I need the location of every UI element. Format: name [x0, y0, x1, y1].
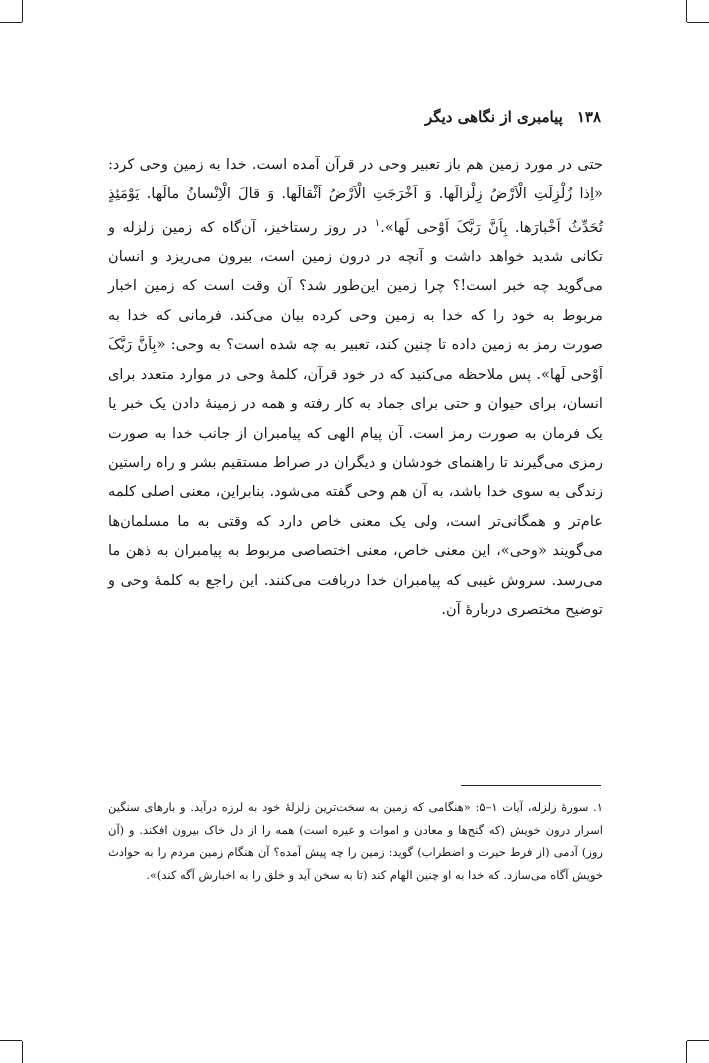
- crop-mark: [686, 1041, 687, 1063]
- running-title: پیامبری از نگاهی دیگر: [425, 108, 563, 126]
- page-number: ۱۳۸: [576, 108, 601, 126]
- footnote-divider: [461, 785, 601, 786]
- crop-mark: [22, 0, 23, 22]
- footnote-ref[interactable]: ۱: [374, 217, 381, 229]
- crop-mark: [687, 1040, 709, 1041]
- crop-mark: [687, 22, 709, 23]
- paragraph-text-cont: در روز رستاخیز، آن‌گاه که زمین زلزله و تکانی شدید خواهد داشت و آنچه در درون زمین است، بیرون می‌ریزد و انسان می‌گوید چه خبر است!؟ چرا زمین این‌طور شد؟ آن وقت است که زمین اخبار مربوط به خود را که خدا به زمین وحی کرده بیان می‌کند. فرمانی که خدا به صورت رمز به زمین داده تا چنین کند، تعبیر به چه شده است؟ به وحی: «بِاَنَّ رَبَّکَ اَوْحی لَها». پس ملاحظه می‌کنید که در خود قرآن، کلمهٔ وحی در موارد متعدد برای انسان، برای حیوان و حتی برای جماد به کار رفته و همه در زمینهٔ دادن یک خبر یا یک فرمان به صورت رمز است. آن پیام الهی که پیامبران از جانب خدا به صورت رمزی می‌گیرند تا راهنمای خودشان و دیگران در صراط مستقیم بشر و راه راستین زندگی به سوی خدا باشد، به آن هم وحی گفته می‌شود. بنابراین، معنی اصلی کلمه عام‌تر و همگانی‌تر است، ولی یک معنی خاص دارد که وقتی به ما مسلمان‌ها می‌گویند «وحی»، این معنی خاص، معنی اختصاصی مربوط به پیامبران به ذهن ما می‌رسد. سروش غیبی که پیامبران خدا دریافت می‌کنند. این راجع به کلمهٔ وحی و توضیح مختصری دربارهٔ آن.: [108, 218, 603, 618]
- crop-mark: [22, 1041, 23, 1063]
- footnotes: [108, 796, 603, 886]
- main-text: [108, 150, 603, 624]
- crop-mark: [0, 22, 22, 23]
- footnote: ۱. سورهٔ زلزله، آیات ۱–۵: «هنگامی که زمین به سخت‌ترین زلزلهٔ خود به لرزه درآید. و بارهای سنگین اسرار درون خویش (که گنج‌ها و معادن و اموات و غیره است) همه را از دل خاک بیرون افکند. و (آن روز) آدمی (از فرط حیرت و اضطراب) گوید: زمین را چه پیش آمده؟ آن هنگام زمین مردم را به حوادث خویش آگاه می‌سازد. که خدا به او چنین الهام کند (تا به سخن آید و خلق را به اخبارش آگه کند)».: [108, 800, 603, 882]
- paragraph: [108, 150, 603, 624]
- crop-mark: [0, 1040, 22, 1041]
- running-header: [108, 108, 601, 126]
- crop-mark: [686, 0, 687, 22]
- paragraph-text: حتی در مورد زمین هم باز تعبیر وحی در قرآن آمده است. خدا به زمین وحی کرد: «اِذا زُلْزِلَتِ الْاَرْضُ زِلْزالَها. وَ اَخْرَجَتِ الْاَرْضُ اَثْقالَها. وَ قالَ الْاِنْسانُ مالَها. یَوْمَئِذٍ تُحَدِّثُ اَخْبارَها. بِاَنَّ رَبَّکَ اَوْحی لَها».: [108, 156, 603, 236]
